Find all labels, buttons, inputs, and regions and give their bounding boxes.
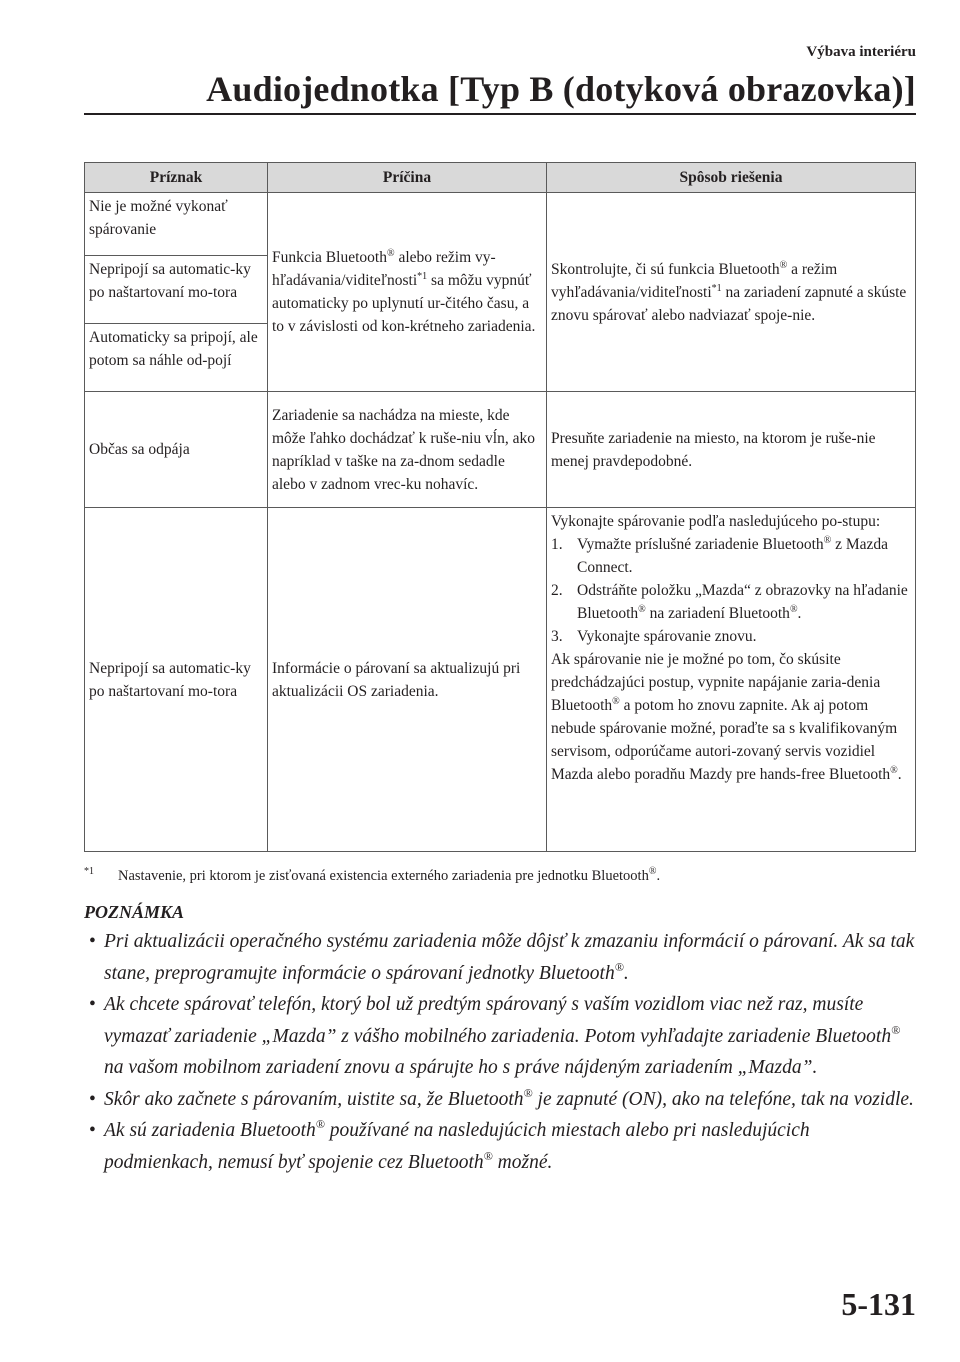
step-number: 1. xyxy=(551,536,563,553)
bullet-icon: • xyxy=(89,1088,96,1110)
note-text: možné. xyxy=(492,1151,553,1173)
registered-mark: ® xyxy=(648,866,657,877)
registered-mark: ® xyxy=(523,1085,533,1100)
symptom-cell: Nie je možné vykonať spárovanie xyxy=(85,193,268,256)
symptom-cell: Nepripojí sa automatic-ky po naštartovaní mo-tora xyxy=(85,256,268,324)
note-text: používané na nasledujúcich miestach alebo pri nasledujúcich podmienkach, nemusí byť spojenie cez Bluetooth xyxy=(104,1120,810,1173)
table-header-row xyxy=(85,163,916,193)
step-text: z Mazda Connect. xyxy=(577,536,889,576)
registered-mark: ® xyxy=(891,1022,901,1037)
section-name: Výbava interiéru xyxy=(806,44,916,60)
registered-mark: ® xyxy=(483,1148,493,1163)
footnote-text: . xyxy=(656,868,661,884)
note-item xyxy=(84,1084,915,1116)
solution-cell xyxy=(547,193,916,392)
bullet-icon: • xyxy=(89,994,96,1015)
solution-text: Skontrolujte, či sú funkcia Bluetooth xyxy=(551,260,780,278)
cause-text: sa môžu vypnúť automaticky po uplynutí ur-čitého času, a to v závislosti od kon-krétneho zariadenia. xyxy=(272,272,536,335)
column-header-solution: Spôsob riešenia xyxy=(547,163,916,193)
procedure-step xyxy=(551,579,910,625)
note-text: je zapnuté (ON), ako na telefóne, tak na vozidle. xyxy=(532,1088,914,1110)
registered-mark: ® xyxy=(823,535,832,546)
solution-cell xyxy=(547,508,916,852)
procedure-steps xyxy=(551,533,910,648)
symptom-cell: Nepripojí sa automatic-ky po naštartovaní mo-tora xyxy=(85,508,268,852)
note-text: Ak chcete spárovať telefón, ktorý bol už predtým spárovaný s vaším vozidlom viac než raz, musíte vymazať zariadenie „Mazda” z vášho mobilného zariadenia. Potom vyhľadajte zariadenie Bluetooth xyxy=(104,994,892,1047)
footnote-text: Nastavenie, pri ktorom je zisťovaná existencia externého zariadenia pre jednotku Bluetooth xyxy=(118,868,649,884)
step-text: Odstráňte položku „Mazda“ z obrazovky na hľadanie Bluetooth xyxy=(577,582,908,622)
cause-text: Funkcia Bluetooth xyxy=(272,249,387,266)
registered-mark: ® xyxy=(890,765,898,776)
registered-mark: ® xyxy=(315,1117,325,1131)
cause-text: alebo režim vy-hľadávania/viditeľnosti xyxy=(272,249,496,289)
note-text: . xyxy=(623,962,629,984)
solution-text: na zariadení zapnuté a skúste znovu spárovať alebo nadviazať spoje-nie. xyxy=(551,283,907,324)
procedure-outro xyxy=(551,648,910,786)
note-item xyxy=(84,989,915,1084)
header-divider xyxy=(84,113,916,115)
note-text: Skôr ako začnete s párovaním, uistite sa, že Bluetooth xyxy=(104,1088,524,1110)
registered-mark: ® xyxy=(789,604,798,615)
solution-text: a režim vyhľadávania/viditeľnosti xyxy=(551,260,838,301)
note-item xyxy=(84,1115,915,1178)
step-text: na zariadení Bluetooth xyxy=(645,605,790,622)
outro-text: a potom ho znovu zapnite. Ak aj potom nebude spárovanie možné, poraďte sa s kvalifikovaným servisom, odporúčame autori-zovaný servis vozidiel Mazda alebo poradňu Mazdy pre hands-free Bluetooth xyxy=(551,697,898,783)
procedure-step xyxy=(551,533,910,579)
note-heading: POZNÁMKA xyxy=(84,902,185,922)
step-text: . xyxy=(797,605,802,622)
outro-text: Ak spárovanie nie je možné po tom, čo skúsite predchádzajúci postup, vypnite napájanie zaria-denia Bluetooth xyxy=(551,651,881,714)
step-number: 3. xyxy=(551,628,563,645)
column-header-symptom: Príznak xyxy=(85,163,268,193)
bullet-icon: • xyxy=(89,931,96,952)
table-row xyxy=(85,392,916,508)
table-row xyxy=(85,508,916,852)
outro-text: . xyxy=(897,766,902,783)
bullet-icon: • xyxy=(89,1120,96,1141)
registered-mark: ® xyxy=(612,696,620,707)
step-text: Vymažte príslušné zariadenie Bluetooth xyxy=(577,536,824,553)
column-header-cause: Príčina xyxy=(268,163,547,193)
table-row xyxy=(85,193,916,256)
note-text: Pri aktualizácii operačného systému zariadenia môže dôjsť k zmazaniu informácií o párovaní. Ak sa tak stane, preprogramujte informácie o spárovaní jednotky Bluetooth xyxy=(104,931,915,984)
page-title: Audiojednotka [Typ B (dotyková obrazovka)] xyxy=(206,69,916,109)
footnote: $^{*1}$ Nastavenie, pri ktorom je zisťovaná existencia externého zariadenia pre jednotku Bluetooth®. xyxy=(84,866,661,884)
symptom-cell: Občas sa odpája xyxy=(85,392,268,508)
note-text: na vašom mobilnom zariadení znovu a spárujte ho s práve nájdeným zariadením „Mazda”. xyxy=(104,1057,818,1078)
step-number: 2. xyxy=(551,582,563,599)
note-list xyxy=(84,926,915,1178)
registered-mark: ® xyxy=(386,248,395,259)
troubleshooting-table xyxy=(84,162,916,852)
procedure-intro: Vykonajte spárovanie podľa nasledujúceho po-stupu: xyxy=(551,513,881,530)
cause-cell: Informácie o párovaní sa aktualizujú pri aktualizácii OS zariadenia. xyxy=(268,508,547,852)
footnote-ref: *1 xyxy=(417,271,428,282)
note-text: Ak sú zariadenia Bluetooth xyxy=(104,1120,316,1141)
registered-mark: ® xyxy=(638,604,646,615)
footnote-ref: *1 xyxy=(711,282,722,294)
cause-cell xyxy=(268,193,547,392)
registered-mark: ® xyxy=(614,959,624,974)
page-number: 5-131 xyxy=(841,1286,916,1322)
registered-mark: ® xyxy=(779,259,788,271)
symptom-cell: Automaticky sa pripojí, ale potom sa náhle od-pojí xyxy=(85,324,268,392)
note-item xyxy=(84,926,915,989)
solution-cell: Presuňte zariadenie na miesto, na ktorom je ruše-nie menej pravdepodobné. xyxy=(547,392,916,508)
cause-cell: Zariadenie sa nachádza na mieste, kde môže ľahko dochádzať k ruše-niu vĺn, ako napríklad v taške na za-dnom sedadle alebo v zadnom vrec-ku nohavíc. xyxy=(268,392,547,508)
step-text: Vykonajte spárovanie znovu. xyxy=(577,628,757,645)
procedure-step xyxy=(551,625,910,648)
